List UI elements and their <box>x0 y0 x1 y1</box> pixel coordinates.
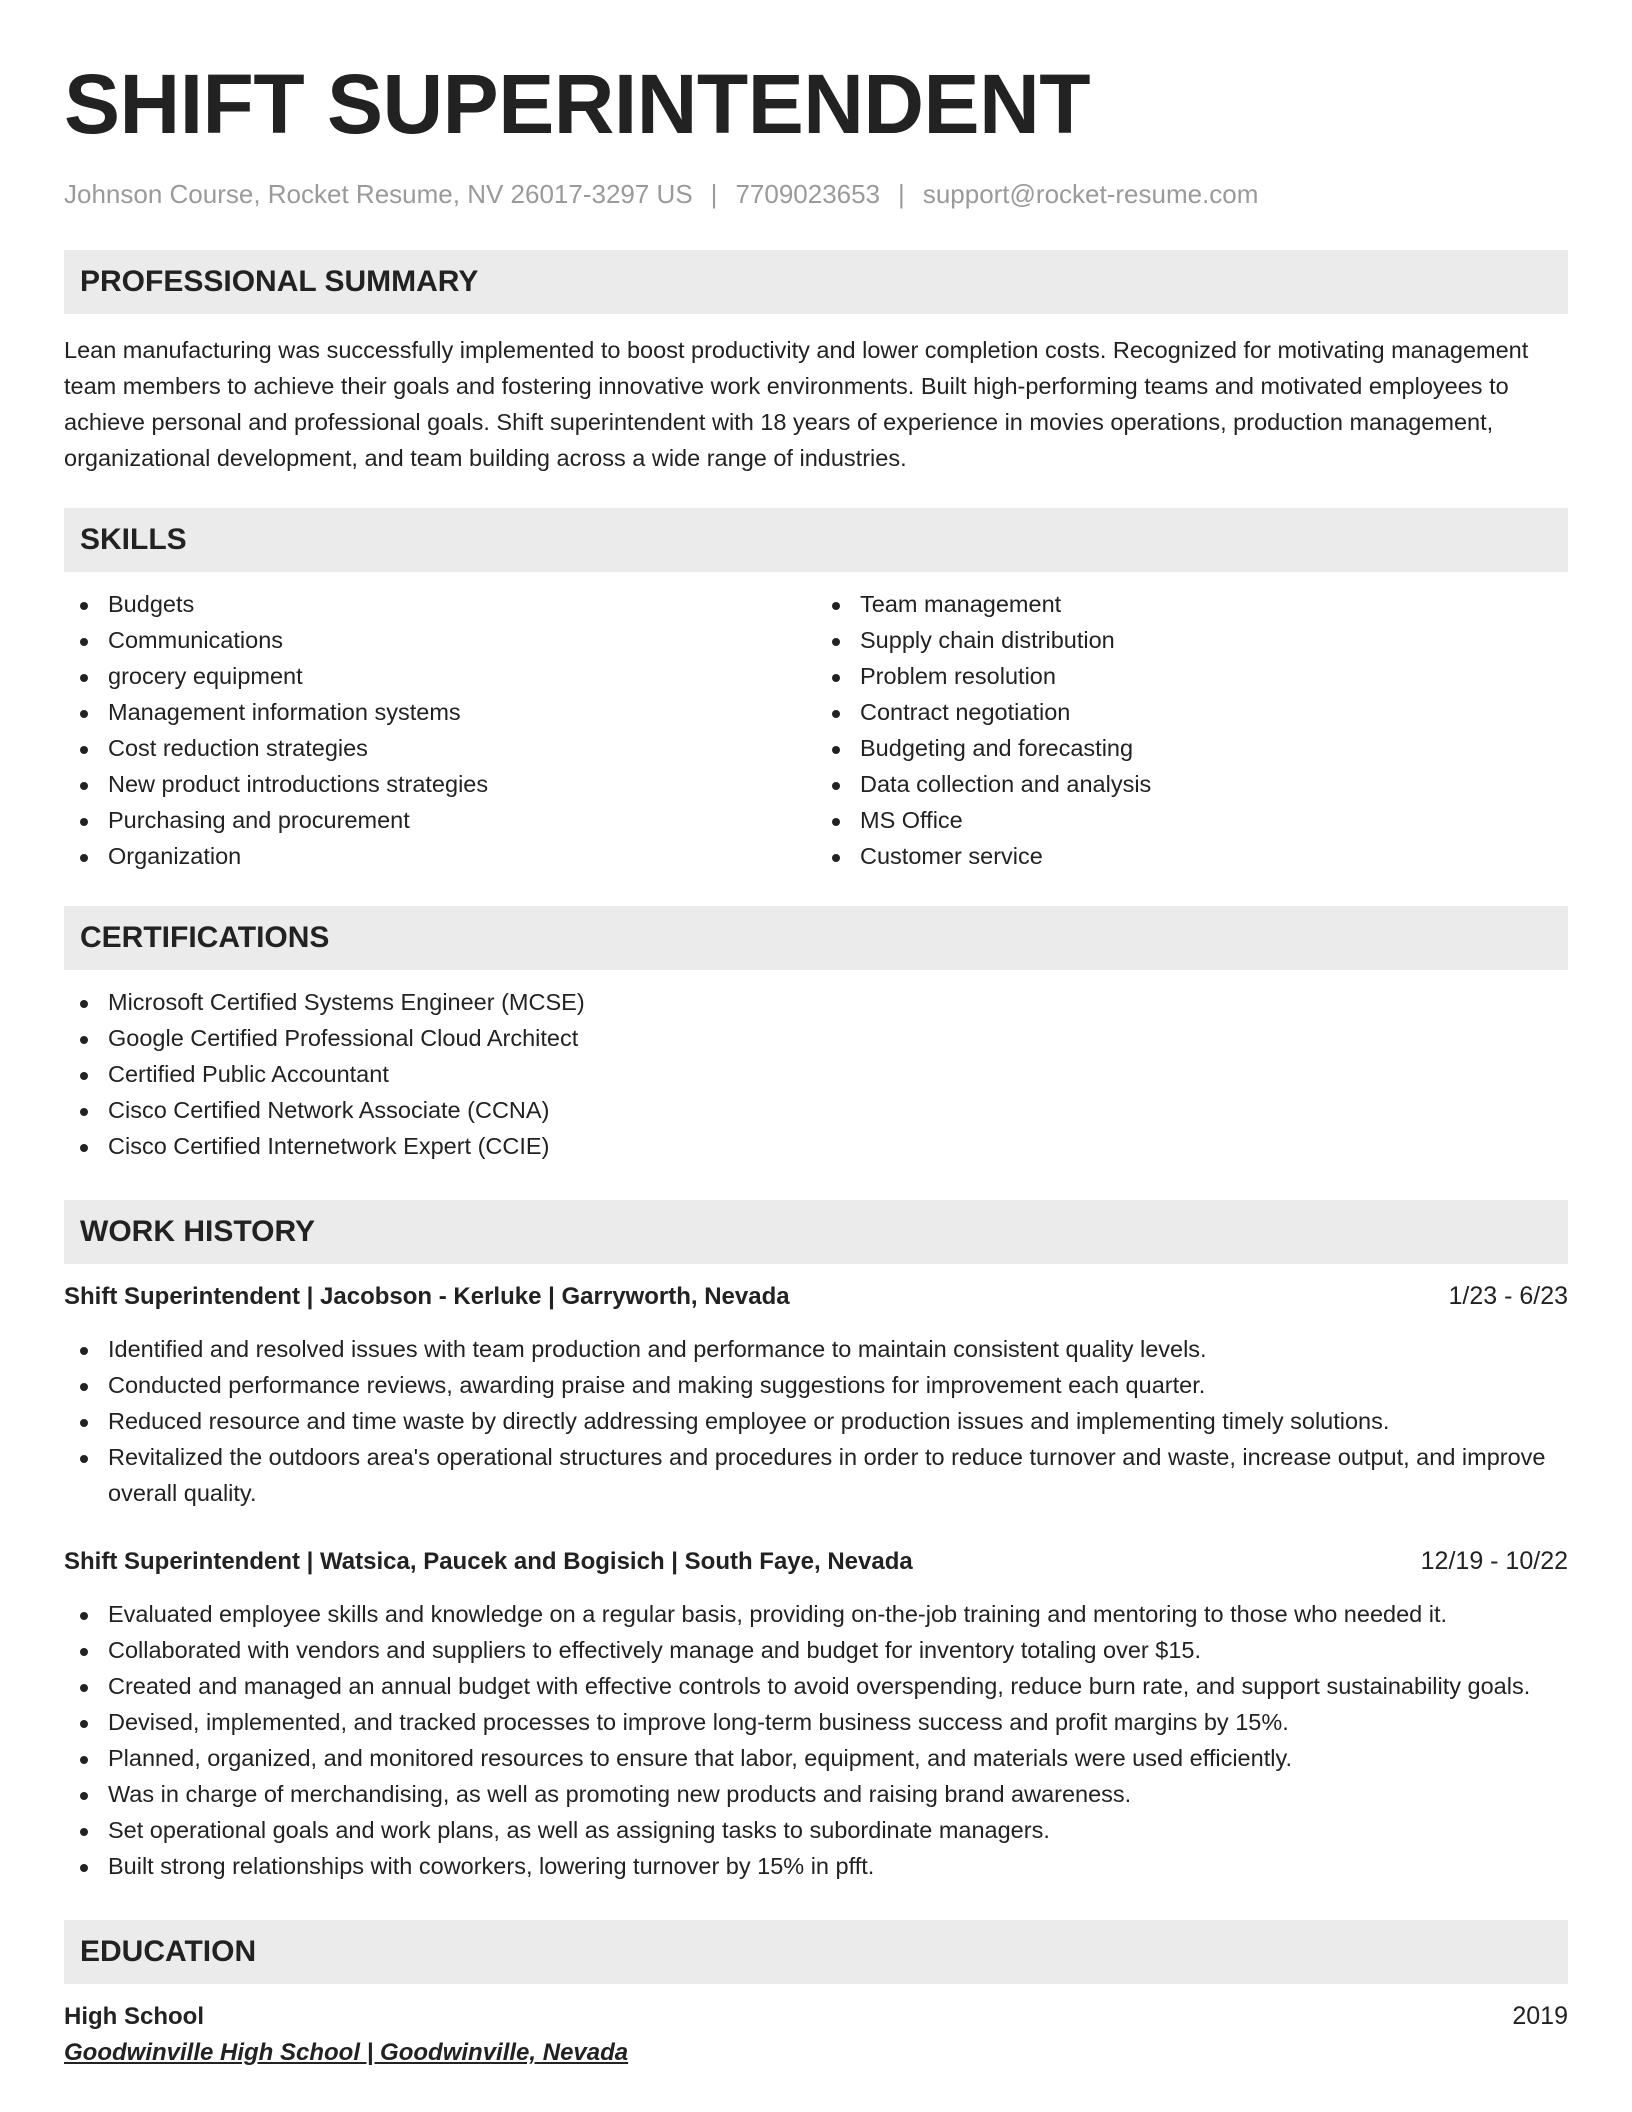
job-duty: Collaborated with vendors and suppliers to effectively manage and budget for inventory totaling over $15. <box>64 1632 1568 1668</box>
job-duty: Reduced resource and time waste by directly addressing employee or production issues and implementing timely solutions. <box>64 1403 1568 1439</box>
skill-item: Budgeting and forecasting <box>816 730 1568 766</box>
section-header-summary: PROFESSIONAL SUMMARY <box>64 250 1568 314</box>
education-degree: High School <box>64 2003 204 2030</box>
section-header-skills: SKILLS <box>64 508 1568 572</box>
job-duty: Identified and resolved issues with team production and performance to maintain consistent quality levels. <box>64 1331 1568 1367</box>
job-duty: Revitalized the outdoors area's operational structures and procedures in order to reduce turnover and waste, increase output, and improve overall quality. <box>64 1439 1568 1511</box>
skill-item: Cost reduction strategies <box>64 730 816 766</box>
job-entry <box>64 1278 1568 1511</box>
skill-item: Customer service <box>816 838 1568 874</box>
contact-line <box>64 178 1568 210</box>
summary-text: Lean manufacturing was successfully implemented to boost productivity and lower completion costs. Recognized for motivating management team members to achieve their goals and fostering innovative work environments. Built high-performing teams and motivated employees to achieve personal and professional goals. Shift superintendent with 18 years of experience in movies operations, production management, organizational development, and team building across a wide range of industries. <box>64 337 1529 471</box>
job-dates: 12/19 - 10/22 <box>1420 1547 1568 1575</box>
education-year: 2019 <box>1512 2002 1568 2030</box>
job-title-employer: Shift Superintendent | Watsica, Paucek and Bogisich | South Faye, Nevada <box>64 1548 913 1575</box>
job-duty: Devised, implemented, and tracked processes to improve long-term business success and profit margins by 15%. <box>64 1704 1568 1740</box>
skills-column-right <box>816 586 1568 874</box>
certifications-list <box>64 984 1568 1164</box>
skills-column-left <box>64 586 816 874</box>
job-duty: Conducted performance reviews, awarding praise and making suggestions for improvement each quarter. <box>64 1367 1568 1403</box>
skill-item: Contract negotiation <box>816 694 1568 730</box>
job-duty: Created and managed an annual budget with effective controls to avoid overspending, reduce burn rate, and support sustainability goals. <box>64 1668 1568 1704</box>
job-duty: Built strong relationships with coworkers, lowering turnover by 15% in pfft. <box>64 1848 1568 1884</box>
job-dates: 1/23 - 6/23 <box>1448 1282 1568 1310</box>
job-duties-list <box>64 1596 1568 1884</box>
section-header-certifications: CERTIFICATIONS <box>64 906 1568 970</box>
skill-item: grocery equipment <box>64 658 816 694</box>
section-header-work-history: WORK HISTORY <box>64 1200 1568 1264</box>
skills-list <box>64 586 1568 874</box>
job-duty: Was in charge of merchandising, as well as promoting new products and raising brand awareness. <box>64 1776 1568 1812</box>
contact-separator: | <box>898 179 905 209</box>
skill-item: Management information systems <box>64 694 816 730</box>
certification-item: Certified Public Accountant <box>64 1056 1568 1092</box>
job-duty: Set operational goals and work plans, as well as assigning tasks to subordinate managers. <box>64 1812 1568 1848</box>
job-duties-list <box>64 1331 1568 1511</box>
job-duty: Evaluated employee skills and knowledge on a regular basis, providing on-the-job training and mentoring to those who needed it. <box>64 1596 1568 1632</box>
skill-item: Purchasing and procurement <box>64 802 816 838</box>
skill-item: Supply chain distribution <box>816 622 1568 658</box>
skill-item: Problem resolution <box>816 658 1568 694</box>
contact-email: support@rocket-resume.com <box>922 179 1259 209</box>
skill-item: Team management <box>816 586 1568 622</box>
education-school: Goodwinville High School | Goodwinville, Nevada <box>64 2039 629 2066</box>
certification-item: Microsoft Certified Systems Engineer (MCSE) <box>64 984 1568 1020</box>
contact-address: Johnson Course, Rocket Resume, NV 26017-3297 US <box>64 179 693 209</box>
education-entry <box>64 1998 1568 2071</box>
certification-item: Cisco Certified Network Associate (CCNA) <box>64 1092 1568 1128</box>
certification-item: Google Certified Professional Cloud Architect <box>64 1020 1568 1056</box>
section-header-education: EDUCATION <box>64 1920 1568 1984</box>
job-duty: Planned, organized, and monitored resources to ensure that labor, equipment, and materials were used efficiently. <box>64 1740 1568 1776</box>
skill-item: MS Office <box>816 802 1568 838</box>
certification-item: Cisco Certified Internetwork Expert (CCIE) <box>64 1128 1568 1164</box>
skill-item: Budgets <box>64 586 816 622</box>
contact-separator: | <box>710 179 718 209</box>
skill-item: New product introductions strategies <box>64 766 816 802</box>
job-title-employer: Shift Superintendent | Jacobson - Kerluke | Garryworth, Nevada <box>64 1283 790 1310</box>
skill-item: Data collection and analysis <box>816 766 1568 802</box>
job-entry <box>64 1543 1568 1884</box>
contact-phone: 7709023653 <box>735 179 881 209</box>
skill-item: Communications <box>64 622 816 658</box>
candidate-name: SHIFT SUPERINTENDENT <box>64 57 1091 151</box>
job-header <box>64 1278 1568 1315</box>
education-header <box>64 1998 1568 2035</box>
job-header <box>64 1543 1568 1580</box>
skill-item: Organization <box>64 838 816 874</box>
